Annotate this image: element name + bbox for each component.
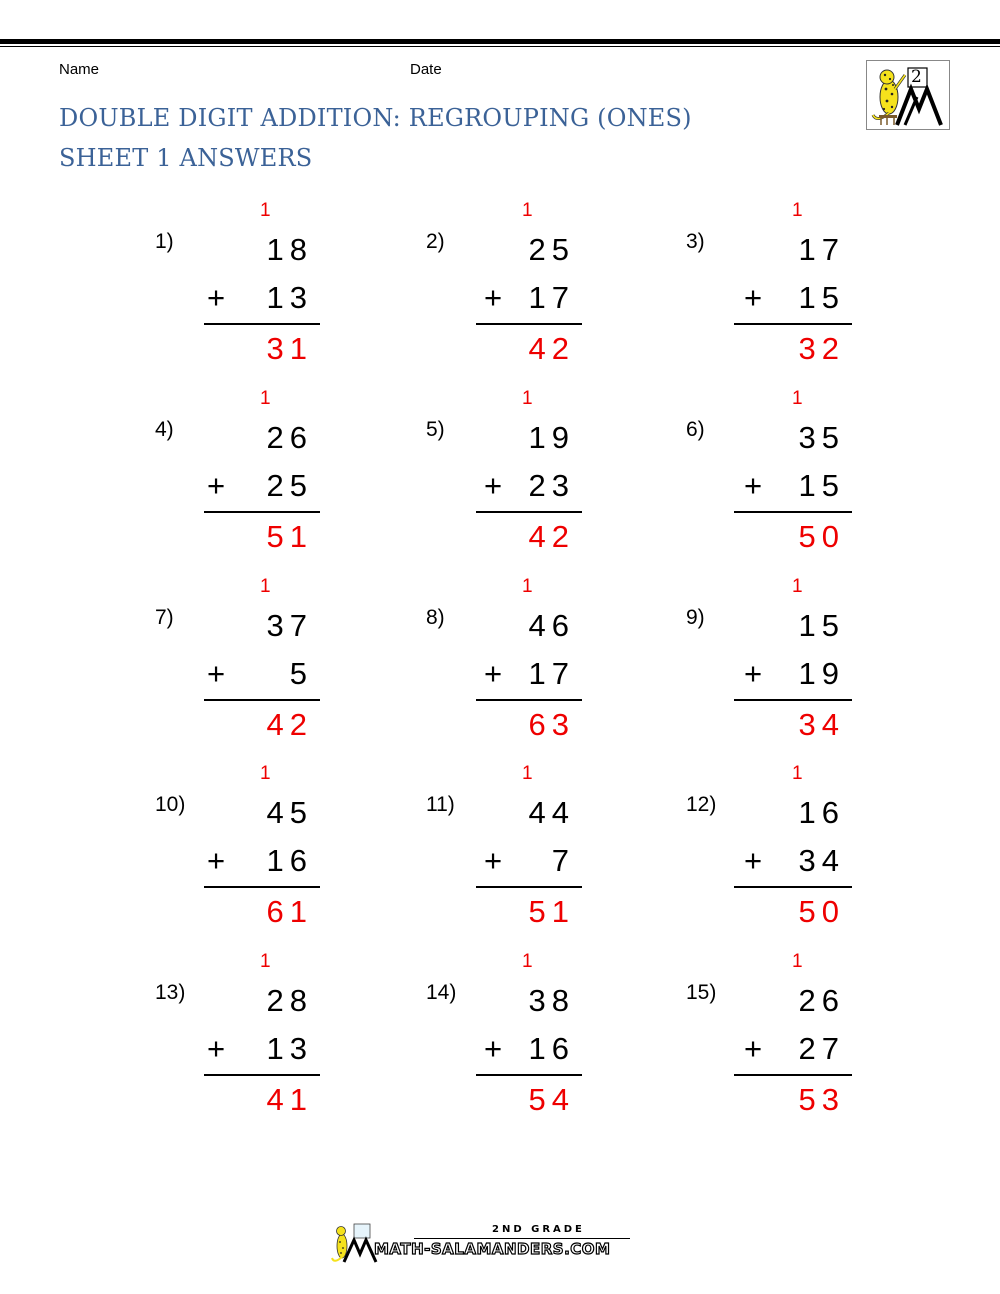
plus-sign: + (484, 1031, 503, 1066)
problem-number: 9) (686, 606, 705, 629)
sum-line (734, 1074, 852, 1076)
addend-bottom: 27 (798, 1031, 845, 1066)
plus-sign: + (207, 656, 226, 691)
carry-digit: 1 (522, 576, 533, 597)
answer: 34 (798, 707, 845, 742)
sum-line (204, 1074, 320, 1076)
problem-number: 15) (686, 981, 717, 1004)
answer: 61 (266, 894, 313, 929)
carry-digit: 1 (792, 763, 803, 784)
plus-sign: + (484, 280, 503, 315)
problem-9 (686, 576, 886, 756)
answer: 42 (266, 707, 313, 742)
problem-13 (155, 951, 355, 1131)
addend-top: 15 (798, 608, 845, 643)
addend-bottom: 34 (798, 843, 845, 878)
salamander-icon (867, 61, 949, 129)
sum-line (204, 511, 320, 513)
addend-top: 46 (528, 608, 575, 643)
answer: 50 (798, 894, 845, 929)
footer-logo (330, 1222, 630, 1262)
top-rule-thick (0, 39, 1000, 44)
carry-digit: 1 (522, 388, 533, 409)
footer-grade-text: 2ND GRADE (492, 1224, 585, 1235)
answer: 31 (266, 331, 313, 366)
problem-number: 8) (426, 606, 445, 629)
addend-bottom: 19 (798, 656, 845, 691)
date-label: Date (410, 61, 442, 78)
addend-top: 45 (266, 795, 313, 830)
problem-number: 11) (426, 793, 455, 816)
addend-top: 37 (266, 608, 313, 643)
addend-bottom: 13 (266, 1031, 313, 1066)
plus-sign: + (744, 656, 763, 691)
problem-8 (426, 576, 626, 756)
carry-digit: 1 (522, 763, 533, 784)
problem-14 (426, 951, 626, 1131)
addend-top: 16 (798, 795, 845, 830)
sum-line (204, 323, 320, 325)
footer-salamander-icon (330, 1222, 380, 1264)
sum-line (734, 511, 852, 513)
problem-1 (155, 200, 355, 380)
sum-line (734, 323, 852, 325)
plus-sign: + (744, 280, 763, 315)
addend-bottom: 17 (528, 656, 575, 691)
sum-line (734, 886, 852, 888)
addend-top: 26 (798, 983, 845, 1018)
page-subtitle: SHEET 1 ANSWERS (59, 144, 313, 172)
plus-sign: + (207, 843, 226, 878)
sum-line (204, 886, 320, 888)
problem-number: 1) (155, 230, 174, 253)
plus-sign: + (744, 1031, 763, 1066)
addend-bottom: 13 (266, 280, 313, 315)
plus-sign: + (484, 656, 503, 691)
problem-4 (155, 388, 355, 568)
plus-sign: + (484, 843, 503, 878)
plus-sign: + (207, 280, 226, 315)
answer: 50 (798, 519, 845, 554)
addend-top: 19 (528, 420, 575, 455)
answer: 32 (798, 331, 845, 366)
answer: 41 (266, 1082, 313, 1117)
problem-10 (155, 763, 355, 943)
plus-sign: + (207, 1031, 226, 1066)
plus-sign: + (744, 468, 763, 503)
carry-digit: 1 (260, 388, 271, 409)
carry-digit: 1 (260, 576, 271, 597)
addend-top: 44 (528, 795, 575, 830)
sum-line (476, 323, 582, 325)
problem-number: 12) (686, 793, 717, 816)
problem-number: 4) (155, 418, 174, 441)
addend-bottom: 16 (266, 843, 313, 878)
sum-line (476, 699, 582, 701)
carry-digit: 1 (792, 388, 803, 409)
addend-top: 25 (528, 232, 575, 267)
problem-number: 5) (426, 418, 445, 441)
addend-bottom: 23 (528, 468, 575, 503)
problem-number: 10) (155, 793, 186, 816)
problem-11 (426, 763, 626, 943)
problem-number: 3) (686, 230, 705, 253)
carry-digit: 1 (792, 576, 803, 597)
carry-digit: 1 (260, 200, 271, 221)
sum-line (204, 699, 320, 701)
logo-badge-number: 2 (911, 67, 922, 87)
answer: 51 (266, 519, 313, 554)
answer: 42 (528, 519, 575, 554)
problem-number: 13) (155, 981, 186, 1004)
addend-bottom: 7 (551, 843, 575, 878)
answer: 42 (528, 331, 575, 366)
answer: 53 (798, 1082, 845, 1117)
sum-line (476, 886, 582, 888)
salamander-logo (866, 60, 950, 130)
addend-bottom: 25 (266, 468, 313, 503)
answer: 54 (528, 1082, 575, 1117)
problem-number: 14) (426, 981, 457, 1004)
carry-digit: 1 (522, 200, 533, 221)
footer-divider (414, 1238, 630, 1239)
problem-number: 6) (686, 418, 705, 441)
answer: 63 (528, 707, 575, 742)
sum-line (476, 1074, 582, 1076)
page-title: DOUBLE DIGIT ADDITION: REGROUPING (ONES) (59, 104, 692, 132)
name-label: Name (59, 61, 100, 78)
carry-digit: 1 (792, 951, 803, 972)
plus-sign: + (484, 468, 503, 503)
footer-site-text: MATH-SALAMANDERS.COM (374, 1240, 611, 1258)
addend-top: 28 (266, 983, 313, 1018)
problem-5 (426, 388, 626, 568)
problem-12 (686, 763, 886, 943)
carry-digit: 1 (522, 951, 533, 972)
problem-number: 7) (155, 606, 174, 629)
addend-top: 38 (528, 983, 575, 1018)
addend-bottom: 16 (528, 1031, 575, 1066)
carry-digit: 1 (792, 200, 803, 221)
carry-digit: 1 (260, 951, 271, 972)
addend-bottom: 15 (798, 468, 845, 503)
addend-bottom: 15 (798, 280, 845, 315)
addend-top: 17 (798, 232, 845, 267)
sum-line (476, 511, 582, 513)
top-rule-thin (0, 46, 1000, 47)
addend-bottom: 5 (289, 656, 313, 691)
problem-2 (426, 200, 626, 380)
problem-3 (686, 200, 886, 380)
plus-sign: + (207, 468, 226, 503)
sum-line (734, 699, 852, 701)
carry-digit: 1 (260, 763, 271, 784)
answer: 51 (528, 894, 575, 929)
plus-sign: + (744, 843, 763, 878)
problem-6 (686, 388, 886, 568)
addend-top: 18 (266, 232, 313, 267)
addend-top: 35 (798, 420, 845, 455)
problem-15 (686, 951, 886, 1131)
addend-bottom: 17 (528, 280, 575, 315)
problem-number: 2) (426, 230, 445, 253)
problem-7 (155, 576, 355, 756)
addend-top: 26 (266, 420, 313, 455)
